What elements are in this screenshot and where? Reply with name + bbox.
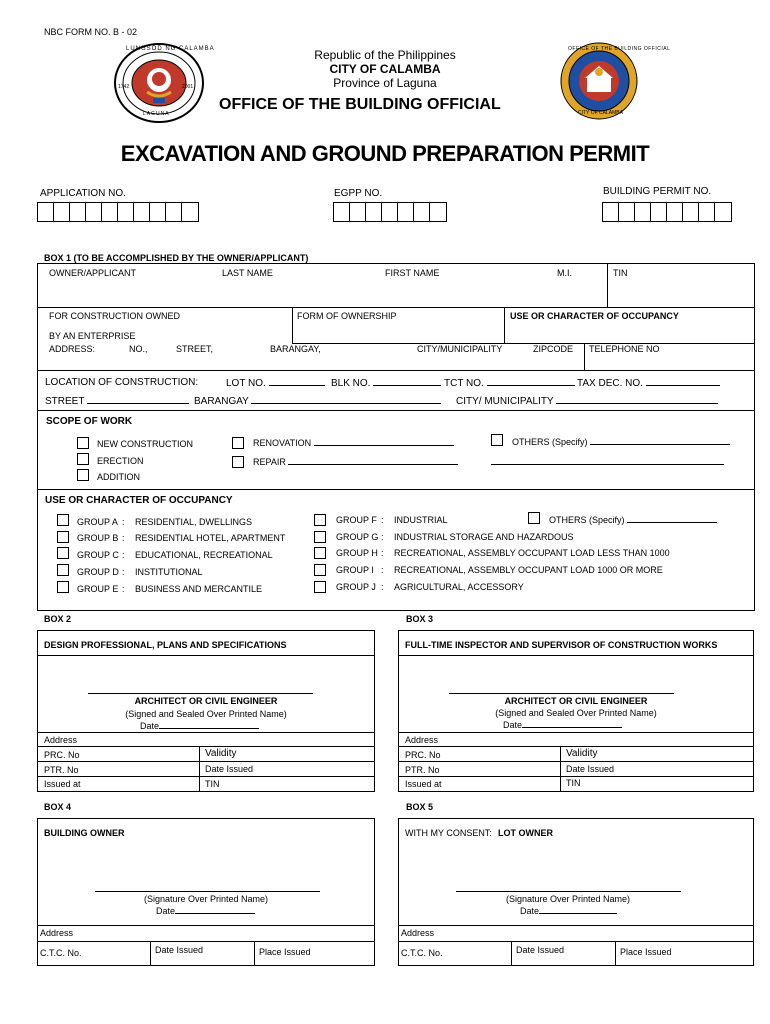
group-h-code: GROUP H [336,548,378,558]
group-f-checkbox[interactable] [314,514,326,526]
group-b-desc: RESIDENTIAL HOTEL, APARTMENT [135,533,286,543]
box3-label: BOX 3 [406,614,434,624]
left-seal-text: LUNGSOD NG CALAMBA [126,46,215,52]
loc-city-label: CITY/ MUNICIPALITY [456,396,554,407]
box5-signature-line[interactable] [456,891,681,892]
box5-ctc-label: C.T.C. No. [401,948,443,958]
renovation-field[interactable] [253,437,454,448]
zipcode-label: ZIPCODE [533,344,574,354]
group-d-code: GROUP D [77,567,119,577]
box3-ptr-label: PTR. No [405,765,440,775]
mi-label: M.I. [557,268,572,278]
left-seal-year-a: 1742 [118,84,130,90]
group-b-code: GROUP B [77,533,119,543]
owner-applicant-label: OWNER/APPLICANT [49,268,137,278]
right-seal-bottom: CITY OF CALAMBA [578,110,623,116]
box3-date-label: Date [503,720,523,730]
scope-others-field[interactable] [512,436,730,447]
box2-signer: ARCHITECT OR CIVIL ENGINEER [134,696,278,706]
building-permit-no-label: BUILDING PERMIT NO. [603,186,712,197]
address-label: ADDRESS: [49,344,96,354]
box4-date-label: Date [156,906,176,916]
group-g-code: GROUP G [336,532,379,542]
egpp-no-label: EGPP NO. [334,188,383,199]
box3-validity-label: Validity [566,748,598,759]
box2-label: BOX 2 [44,614,72,624]
box2-prc-label: PRC. No [44,750,80,760]
office-title: OFFICE OF THE BUILDING OFFICIAL [219,96,501,113]
box5-heading: LOT OWNER [498,828,553,838]
group-f-code: GROUP F [336,515,377,525]
tax-dec-no-field[interactable] [577,377,720,389]
group-h-checkbox[interactable] [314,547,326,559]
box5-date-label: Date [520,906,540,916]
renovation-checkbox[interactable] [232,437,244,449]
addition-checkbox[interactable] [77,469,89,481]
box2-signature-line[interactable] [88,693,313,694]
box5-place-issued-label: Place Issued [620,947,672,957]
box4-date-field[interactable] [156,905,255,916]
box2-issued-at-label: Issued at [44,779,81,789]
group-h-desc: RECREATIONAL, ASSEMBLY OCCUPANT LOAD LESS THAN 1000 [394,548,670,558]
box2-heading: DESIGN PROFESSIONAL, PLANS AND SPECIFICATIONS [44,640,287,650]
box5-date-field[interactable] [520,905,617,916]
box2-tin-label: TIN [205,779,220,789]
province-line: Province of Laguna [333,76,437,90]
occupancy-others-field[interactable] [549,514,717,525]
group-e-code: GROUP E [77,584,119,594]
box5-signature-label: (Signature Over Printed Name) [505,894,631,904]
box3-prc-label: PRC. No [405,750,441,760]
lot-no-field[interactable] [226,377,325,389]
group-e-desc: BUSINESS AND MERCANTILE [135,584,263,594]
use-or-character-label: USE OR CHARACTER OF OCCUPANCY [510,311,679,321]
address-no-label: NO., [129,344,148,354]
repair-field[interactable] [253,456,458,467]
box3-tin-label: TIN [566,778,581,788]
repair-label: REPAIR [253,457,286,467]
group-j-checkbox[interactable] [314,581,326,593]
group-e-checkbox[interactable] [57,581,69,593]
scope-heading: SCOPE OF WORK [46,416,133,427]
occupancy-heading: USE OR CHARACTER OF OCCUPANCY [45,495,233,506]
location-of-construction-label: LOCATION OF CONSTRUCTION: [45,377,199,388]
loc-street-field[interactable] [45,395,189,407]
tax-dec-no-label: TAX DEC. NO. [577,378,643,389]
box5-consent: WITH MY CONSENT: [405,828,492,838]
box4-label: BOX 4 [44,802,72,812]
box4-frame [37,818,375,966]
address-city-label: CITY/MUNICIPALITY [417,344,503,354]
group-f-desc: INDUSTRIAL [394,515,448,525]
group-d-desc: INSTITUTIONAL [135,567,203,577]
box2-signed-sealed: (Signed and Sealed Over Printed Name) [125,709,287,719]
box4-place-issued-label: Place Issued [259,947,311,957]
egpp-no-field[interactable] [333,202,447,222]
group-c-checkbox[interactable] [57,547,69,559]
application-no-label: APPLICATION NO. [40,188,126,199]
box2-date-field[interactable] [140,720,259,731]
group-j-code: GROUP J [336,582,376,592]
box4-date-issued-label: Date Issued [155,945,204,955]
tin-label: TIN [613,268,628,278]
erection-label: ERECTION [97,456,144,466]
tct-no-field[interactable] [444,377,575,389]
lot-no-label: LOT NO. [226,378,266,389]
renovation-label: RENOVATION [253,438,312,448]
republic-line: Republic of the Philippines [314,48,456,62]
box3-date-field[interactable] [503,719,622,730]
address-street-label: STREET, [176,344,214,354]
box5-date-issued-label: Date Issued [516,945,565,955]
scope-others-checkbox[interactable] [491,434,503,446]
right-seal-text: OFFICE OF THE BUILDING OFFICIAL [568,46,671,52]
box2-date-issued-label: Date Issued [205,764,254,774]
addition-label: ADDITION [97,472,141,482]
last-name-label: LAST NAME [222,268,273,278]
box1-heading: BOX 1 (TO BE ACCOMPLISHED BY THE OWNER/APPLICANT) [44,253,309,263]
erection-checkbox[interactable] [77,453,89,465]
box3-signer: ARCHITECT OR CIVIL ENGINEER [504,696,648,706]
city-line: CITY OF CALAMBA [329,62,441,76]
box2-date-label: Date [140,721,160,731]
box5-label: BOX 5 [406,802,434,812]
telephone-label: TELEPHONE NO [589,344,660,354]
loc-street-label: STREET [45,396,85,407]
box2-ptr-label: PTR. No [44,765,79,775]
loc-barangay-label: BARANGAY [194,396,249,407]
group-a-desc: RESIDENTIAL, DWELLINGS [135,517,253,527]
group-i-desc: RECREATIONAL, ASSEMBLY OCCUPANT LOAD 1000 OR MORE [394,565,663,575]
for-construction-label: FOR CONSTRUCTION OWNED [49,311,180,321]
left-seal-year-b: 2001 [182,84,194,90]
group-c-desc: EDUCATIONAL, RECREATIONAL [135,550,273,560]
group-a-checkbox[interactable] [57,514,69,526]
occupancy-others-checkbox[interactable] [528,512,540,524]
occupancy-others-label: OTHERS (Specify) [549,515,625,525]
first-name-label: FIRST NAME [385,268,440,278]
group-j-desc: AGRICULTURAL, ACCESSORY [394,582,524,592]
building-permit-no-field[interactable] [602,202,732,222]
box5-frame [398,818,754,966]
group-a-code: GROUP A [77,517,118,527]
box4-address-label: Address [40,928,74,938]
box4-heading: BUILDING OWNER [44,828,125,838]
scope-others-label: OTHERS (Specify) [512,437,588,447]
group-g-desc: INDUSTRIAL STORAGE AND HAZARDOUS [394,532,574,542]
group-b-checkbox[interactable] [57,531,69,543]
box4-signature-line[interactable] [95,891,320,892]
blk-no-field[interactable] [331,377,441,389]
loc-city-field[interactable] [456,395,718,407]
scope-others-line2[interactable] [491,464,724,465]
box4-signature-label: (Signature Over Printed Name) [143,894,269,904]
group-i-checkbox[interactable] [314,564,326,576]
new-construction-checkbox[interactable] [77,437,89,449]
box3-issued-at-label: Issued at [405,779,442,789]
loc-barangay-field[interactable] [194,395,441,407]
group-d-checkbox[interactable] [57,564,69,576]
left-seal-bottom: LAGUNA [143,111,170,117]
box5-address-label: Address [401,928,435,938]
by-enterprise-label: BY AN ENTERPRISE [49,331,136,341]
box3-signed-sealed: (Signed and Sealed Over Printed Name) [495,708,657,718]
application-no-field[interactable] [37,202,199,222]
box2-validity-label: Validity [205,748,237,759]
blk-no-label: BLK NO. [331,378,371,389]
repair-checkbox[interactable] [232,456,244,468]
group-i-code: GROUP I [336,565,374,575]
box2-address-label: Address [44,735,78,745]
box3-address-label: Address [405,735,439,745]
permit-title: EXCAVATION AND GROUND PREPARATION PERMIT [120,141,650,166]
group-g-checkbox[interactable] [314,531,326,543]
box3-signature-line[interactable] [449,693,674,694]
group-c-code: GROUP C [77,550,119,560]
address-barangay-label: BARANGAY, [270,344,321,354]
tct-no-label: TCT NO. [444,378,484,389]
box3-heading: FULL-TIME INSPECTOR AND SUPERVISOR OF CONSTRUCTION WORKS [405,640,718,650]
new-construction-label: NEW CONSTRUCTION [97,439,193,449]
box3-date-issued-label: Date Issued [566,764,615,774]
form-number: NBC FORM NO. B - 02 [44,27,138,37]
form-of-ownership-label: FORM OF OWNERSHIP [297,311,397,321]
box4-ctc-label: C.T.C. No. [40,948,82,958]
